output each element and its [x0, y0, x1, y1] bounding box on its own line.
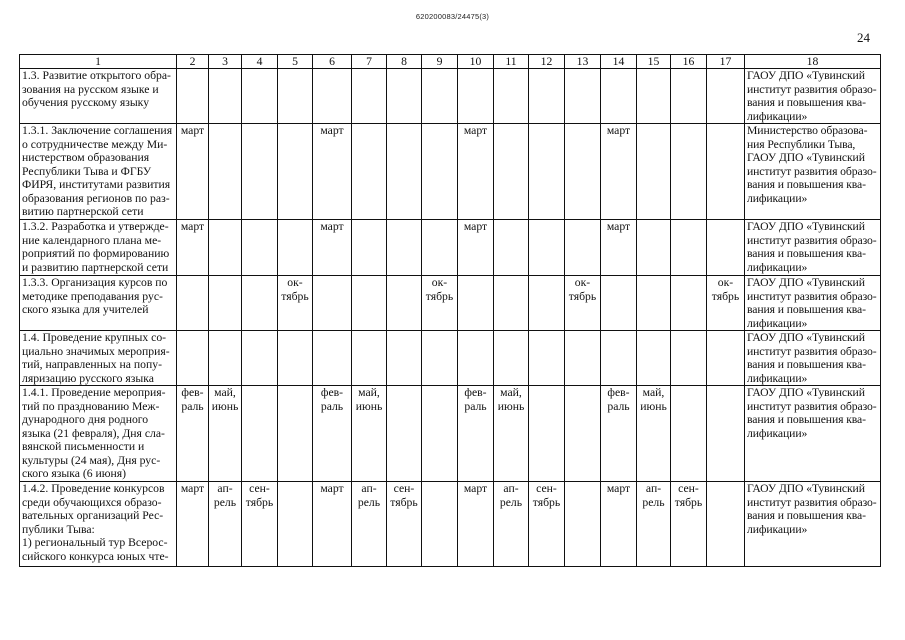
schedule-cell-col-12: [529, 276, 565, 331]
schedule-month: фев-: [607, 386, 630, 399]
schedule-cell-col-3: [209, 69, 242, 124]
schedule-cell-col-7: [352, 386, 387, 482]
schedule-cell-col-9: [422, 276, 458, 331]
table-row: [20, 386, 881, 482]
schedule-cell-col-7: [352, 124, 387, 220]
schedule-month: ап-: [503, 482, 519, 495]
activity-line: публики Тыва:: [22, 522, 95, 536]
schedule-cell-col-10: [458, 69, 494, 124]
schedule-cell-col-10: [458, 124, 494, 220]
activity-line: витию партнерской сети: [22, 205, 144, 218]
responsible-line: ГАОУ ДПО «Тувинский: [747, 386, 865, 399]
schedule-month: март: [320, 482, 344, 495]
page-number: 24: [857, 30, 870, 45]
schedule-cell-col-17: [707, 482, 745, 567]
activity-line: ского языка (6 июня): [22, 467, 127, 480]
schedule-cell-col-17: [707, 220, 745, 276]
schedule-cell-col-6: [313, 124, 352, 220]
schedule-cell-col-17: [707, 69, 745, 124]
activity-line: 1.4. Проведение крупных со-: [22, 331, 167, 344]
column-number-cell: 15: [637, 55, 671, 69]
schedule-cell-col-5: [278, 331, 313, 386]
column-number-cell: 10: [458, 55, 494, 69]
schedule-month: сен-: [678, 482, 699, 495]
schedule-cell-col-15: [637, 386, 671, 482]
schedule-month: май,: [358, 386, 380, 399]
activity-line: обучения русскому языку: [22, 96, 150, 109]
schedule-cell-col-9: [422, 220, 458, 276]
responsible-cell: [745, 220, 881, 276]
schedule-cell-col-10: [458, 331, 494, 386]
column-number-cell: 14: [601, 55, 637, 69]
activity-line: образования регионов по раз-: [22, 191, 170, 205]
schedule-cell-col-11: [494, 220, 529, 276]
activity-line: культуры (24 мая), Дня рус-: [22, 453, 161, 467]
table-row: [20, 69, 881, 124]
schedule-month: тябрь: [390, 495, 418, 509]
schedule-cell-col-6: [313, 386, 352, 482]
responsible-line: институт развития образо-: [747, 399, 877, 413]
responsible-line: институт развития образо-: [747, 289, 877, 303]
schedule-cell-col-6: [313, 482, 352, 567]
schedule-cell-col-15: [637, 124, 671, 220]
schedule-cell-col-2: [177, 386, 209, 482]
schedule-cell-col-5: [278, 276, 313, 331]
responsible-cell: [745, 69, 881, 124]
column-number-cell: 7: [352, 55, 387, 69]
schedule-month: фев-: [320, 386, 344, 399]
schedule-month: фев-: [464, 386, 487, 399]
responsible-line: ГАОУ ДПО «Тувинский: [747, 69, 865, 82]
schedule-cell-col-13: [565, 220, 601, 276]
schedule-month: май,: [500, 386, 522, 399]
responsible-cell: [745, 124, 881, 220]
schedule-cell-col-14: [601, 69, 637, 124]
column-number-cell: 18: [745, 55, 881, 69]
schedule-cell-col-8: [387, 69, 422, 124]
responsible-line: ния Республики Тыва,: [747, 137, 856, 151]
schedule-cell-col-4: [242, 124, 278, 220]
schedule-cell-col-15: [637, 220, 671, 276]
responsible-cell: [745, 331, 881, 386]
schedule-month: март: [180, 482, 205, 495]
responsible-line: лификации»: [747, 109, 808, 123]
schedule-cell-col-2: [177, 69, 209, 124]
schedule-cell-col-8: [387, 482, 422, 567]
schedule-cell-col-3: [209, 331, 242, 386]
schedule-cell-col-12: [529, 220, 565, 276]
schedule-cell-col-8: [387, 276, 422, 331]
schedule-cell-col-12: [529, 331, 565, 386]
schedule-cell-col-11: [494, 124, 529, 220]
column-number-cell: 6: [313, 55, 352, 69]
schedule-cell-col-9: [422, 482, 458, 567]
schedule-cell-col-4: [242, 220, 278, 276]
schedule-month: ок-: [717, 276, 734, 289]
schedule-cell-col-13: [565, 331, 601, 386]
activity-line: тий, направленных на попу-: [22, 358, 162, 371]
schedule-cell-col-9: [422, 69, 458, 124]
column-number-cell: 11: [494, 55, 529, 69]
activity-line: 1.3.1. Заключение соглашения: [22, 124, 173, 137]
schedule-month: рель: [213, 495, 237, 509]
schedule-month: раль: [181, 399, 204, 413]
schedule-cell-col-16: [671, 331, 707, 386]
schedule-month: рель: [642, 495, 665, 509]
schedule-cell-col-5: [278, 69, 313, 124]
schedule-cell-col-8: [387, 220, 422, 276]
responsible-line: институт развития образо-: [747, 344, 877, 358]
activity-line: вянской письменности и: [22, 440, 145, 453]
schedule-cell-col-6: [313, 69, 352, 124]
schedule-cell-col-14: [601, 276, 637, 331]
schedule-cell-col-16: [671, 482, 707, 567]
schedule-cell-col-4: [242, 276, 278, 331]
schedule-month: март: [320, 220, 344, 233]
activity-line: зования на русском языке и: [22, 82, 159, 96]
schedule-cell-col-12: [529, 386, 565, 482]
responsible-line: лификации»: [747, 316, 808, 330]
schedule-cell-col-7: [352, 276, 387, 331]
responsible-line: лификации»: [747, 191, 808, 205]
table-row: [20, 124, 881, 220]
schedule-cell-col-6: [313, 220, 352, 276]
responsible-line: ГАОУ ДПО «Тувинский: [747, 331, 865, 344]
activity-line: 1.4.1. Проведение мероприя-: [22, 386, 166, 399]
schedule-cell-col-3: [209, 220, 242, 276]
schedule-cell-col-17: [707, 386, 745, 482]
schedule-cell-col-9: [422, 124, 458, 220]
responsible-line: вания и повышения ква-: [747, 247, 866, 260]
responsible-line: вания и повышения ква-: [747, 96, 866, 109]
schedule-cell-col-7: [352, 69, 387, 124]
schedule-cell-col-4: [242, 69, 278, 124]
schedule-cell-col-16: [671, 124, 707, 220]
responsible-line: вания и повышения ква-: [747, 358, 866, 371]
schedule-cell-col-7: [352, 220, 387, 276]
activity-line: 1) региональный тур Всерос-: [22, 536, 168, 549]
schedule-month: раль: [464, 399, 487, 413]
schedule-cell-col-8: [387, 386, 422, 482]
schedule-cell-col-11: [494, 331, 529, 386]
activity-cell: [20, 124, 177, 220]
schedule-cell-col-7: [352, 331, 387, 386]
schedule-cell-col-12: [529, 482, 565, 567]
responsible-line: институт развития образо-: [747, 495, 877, 509]
column-number-cell: 13: [565, 55, 601, 69]
responsible-line: вания и повышения ква-: [747, 178, 866, 191]
schedule-cell-col-3: [209, 386, 242, 482]
schedule-cell-col-12: [529, 124, 565, 220]
schedule-month: ап-: [645, 482, 662, 495]
schedule-cell-col-11: [494, 69, 529, 124]
schedule-month: фев-: [181, 386, 204, 399]
schedule-cell-col-16: [671, 69, 707, 124]
schedule-month: ок-: [574, 276, 591, 289]
table-row: [20, 331, 881, 386]
responsible-cell: [745, 276, 881, 331]
schedule-cell-col-2: [177, 124, 209, 220]
schedule-cell-col-6: [313, 331, 352, 386]
column-number-cell: 9: [422, 55, 458, 69]
schedule-cell-col-14: [601, 386, 637, 482]
table-row: [20, 220, 881, 276]
activity-line: ского языка для учителей: [22, 303, 149, 316]
schedule-month: тябрь: [674, 495, 703, 509]
schedule-month: сен-: [393, 482, 415, 495]
schedule-cell-col-13: [565, 276, 601, 331]
column-number-cell: 3: [209, 55, 242, 69]
document-id: 620200083/24475(3): [415, 12, 490, 21]
responsible-line: лификации»: [747, 260, 808, 274]
activity-line: ляризацию русского языка: [22, 371, 154, 385]
schedule-cell-col-16: [671, 386, 707, 482]
responsible-line: ГАОУ ДПО «Тувинский: [747, 220, 865, 233]
activity-line: среди обучающихся образо-: [22, 495, 162, 509]
schedule-month: март: [606, 220, 631, 233]
activity-line: ФИРЯ, институтами развития: [22, 178, 171, 191]
schedule-cell-col-2: [177, 220, 209, 276]
activity-line: роприятий по формированию: [22, 247, 170, 260]
column-number-cell: 4: [242, 55, 278, 69]
activity-line: методике преподавания рус-: [22, 289, 163, 303]
schedule-month: сен-: [249, 482, 270, 495]
schedule-cell-col-13: [565, 482, 601, 567]
schedule-cell-col-15: [637, 69, 671, 124]
schedule-month: март: [606, 482, 631, 495]
responsible-line: ГАОУ ДПО «Тувинский: [747, 151, 865, 164]
schedule-cell-col-3: [209, 276, 242, 331]
column-number-cell: 8: [387, 55, 422, 69]
schedule-cell-col-14: [601, 124, 637, 220]
schedule-month: тябрь: [532, 495, 561, 509]
responsible-line: институт развития образо-: [747, 233, 877, 247]
schedule-cell-col-11: [494, 386, 529, 482]
schedule-cell-col-16: [671, 220, 707, 276]
responsible-line: вания и повышения ква-: [747, 303, 866, 316]
schedule-cell-col-17: [707, 124, 745, 220]
schedule-month: март: [320, 124, 344, 137]
column-number-cell: 1: [20, 55, 177, 69]
schedule-month: март: [463, 220, 488, 233]
column-number-cell: 5: [278, 55, 313, 69]
schedule-month: ап-: [361, 482, 377, 495]
schedule-month: тябрь: [711, 289, 740, 303]
activity-cell: [20, 276, 177, 331]
responsible-line: институт развития образо-: [747, 164, 877, 178]
schedule-cell-col-10: [458, 220, 494, 276]
responsible-line: лификации»: [747, 371, 808, 385]
schedule-cell-col-15: [637, 331, 671, 386]
schedule-month: тябрь: [568, 289, 597, 303]
table-body: [20, 69, 881, 567]
schedule-cell-col-9: [422, 386, 458, 482]
activity-line: языка (21 февраля), Дня сла-: [22, 426, 165, 440]
schedule-cell-col-4: [242, 482, 278, 567]
activity-cell: [20, 69, 177, 124]
column-number-cell: 12: [529, 55, 565, 69]
schedule-month: март: [606, 124, 631, 137]
schedule-cell-col-14: [601, 331, 637, 386]
schedule-cell-col-13: [565, 124, 601, 220]
schedule-month: сен-: [536, 482, 557, 495]
table-row: [20, 482, 881, 567]
schedule-cell-col-10: [458, 386, 494, 482]
schedule-month: раль: [320, 399, 344, 413]
schedule-cell-col-5: [278, 386, 313, 482]
schedule-cell-col-3: [209, 482, 242, 567]
responsible-line: ГАОУ ДПО «Тувинский: [747, 482, 865, 495]
schedule-month: май,: [642, 386, 665, 399]
schedule-cell-col-5: [278, 220, 313, 276]
schedule-cell-col-6: [313, 276, 352, 331]
responsible-line: вания и повышения ква-: [747, 413, 866, 426]
schedule-cell-col-10: [458, 276, 494, 331]
activity-line: 1.3.2. Разработка и утвержде-: [22, 220, 169, 233]
schedule-cell-col-14: [601, 482, 637, 567]
schedule-month: июнь: [497, 399, 525, 413]
schedule-table: [19, 54, 881, 567]
responsible-cell: [745, 386, 881, 482]
responsible-line: ГАОУ ДПО «Тувинский: [747, 276, 865, 289]
table-row: [20, 276, 881, 331]
schedule-cell-col-12: [529, 69, 565, 124]
responsible-line: институт развития образо-: [747, 82, 877, 96]
schedule-cell-col-13: [565, 386, 601, 482]
schedule-month: март: [180, 124, 205, 137]
activity-line: циально значимых мероприя-: [22, 344, 170, 358]
activity-line: Республики Тыва и ФГБУ: [22, 164, 152, 178]
schedule-cell-col-3: [209, 124, 242, 220]
schedule-cell-col-10: [458, 482, 494, 567]
activity-line: вательных организаций Рес-: [22, 509, 164, 522]
schedule-month: март: [463, 124, 488, 137]
responsible-line: вания и повышения ква-: [747, 509, 866, 522]
schedule-cell-col-15: [637, 276, 671, 331]
schedule-cell-col-8: [387, 331, 422, 386]
responsible-line: лификации»: [747, 522, 808, 536]
column-number-cell: 16: [671, 55, 707, 69]
activity-line: 1.4.2. Проведение конкурсов: [22, 482, 165, 495]
activity-cell: [20, 220, 177, 276]
schedule-cell-col-2: [177, 482, 209, 567]
activity-cell: [20, 386, 177, 482]
schedule-cell-col-2: [177, 276, 209, 331]
schedule-month: май,: [214, 386, 236, 399]
schedule-month: ок-: [431, 276, 448, 289]
schedule-cell-col-8: [387, 124, 422, 220]
schedule-month: рель: [357, 495, 381, 509]
activity-line: дународного дня родного: [22, 413, 149, 426]
activity-cell: [20, 331, 177, 386]
schedule-month: тябрь: [425, 289, 454, 303]
schedule-month: ок-: [287, 276, 303, 289]
activity-line: тий по празднованию Меж-: [22, 399, 160, 413]
responsible-line: Министерство образова-: [747, 124, 868, 137]
schedule-month: тябрь: [281, 289, 309, 303]
schedule-cell-col-17: [707, 276, 745, 331]
activity-line: 1.3.3. Организация курсов по: [22, 276, 168, 289]
activity-cell: [20, 482, 177, 567]
schedule-month: рель: [499, 495, 523, 509]
schedule-cell-col-11: [494, 482, 529, 567]
column-number-row: [20, 55, 881, 69]
schedule-month: ап-: [217, 482, 233, 495]
schedule-cell-col-15: [637, 482, 671, 567]
schedule-month: март: [180, 220, 205, 233]
responsible-cell: [745, 482, 881, 567]
column-number-cell: 17: [707, 55, 745, 69]
schedule-cell-col-5: [278, 124, 313, 220]
schedule-month: июнь: [211, 399, 239, 413]
schedule-cell-col-17: [707, 331, 745, 386]
schedule-cell-col-4: [242, 331, 278, 386]
schedule-cell-col-13: [565, 69, 601, 124]
schedule-month: июнь: [355, 399, 383, 413]
activity-line: и развитию партнерской сети: [22, 260, 169, 274]
schedule-month: тябрь: [245, 495, 274, 509]
schedule-month: июнь: [640, 399, 667, 413]
schedule-cell-col-2: [177, 331, 209, 386]
schedule-cell-col-9: [422, 331, 458, 386]
schedule-month: март: [463, 482, 488, 495]
activity-line: сийского конкурса юных чте-: [22, 549, 169, 563]
schedule-cell-col-11: [494, 276, 529, 331]
responsible-line: лификации»: [747, 426, 808, 440]
table-header: [20, 55, 881, 69]
schedule-month: раль: [607, 399, 630, 413]
activity-line: 1.3. Развитие открытого обра-: [22, 69, 171, 82]
schedule-cell-col-16: [671, 276, 707, 331]
schedule-cell-col-7: [352, 482, 387, 567]
schedule-cell-col-5: [278, 482, 313, 567]
schedule-cell-col-14: [601, 220, 637, 276]
column-number-cell: 2: [177, 55, 209, 69]
activity-line: ние календарного плана ме-: [22, 233, 162, 247]
schedule-cell-col-4: [242, 386, 278, 482]
activity-line: о сотрудничестве между Ми-: [22, 137, 168, 151]
activity-line: нистерством образования: [22, 151, 150, 164]
